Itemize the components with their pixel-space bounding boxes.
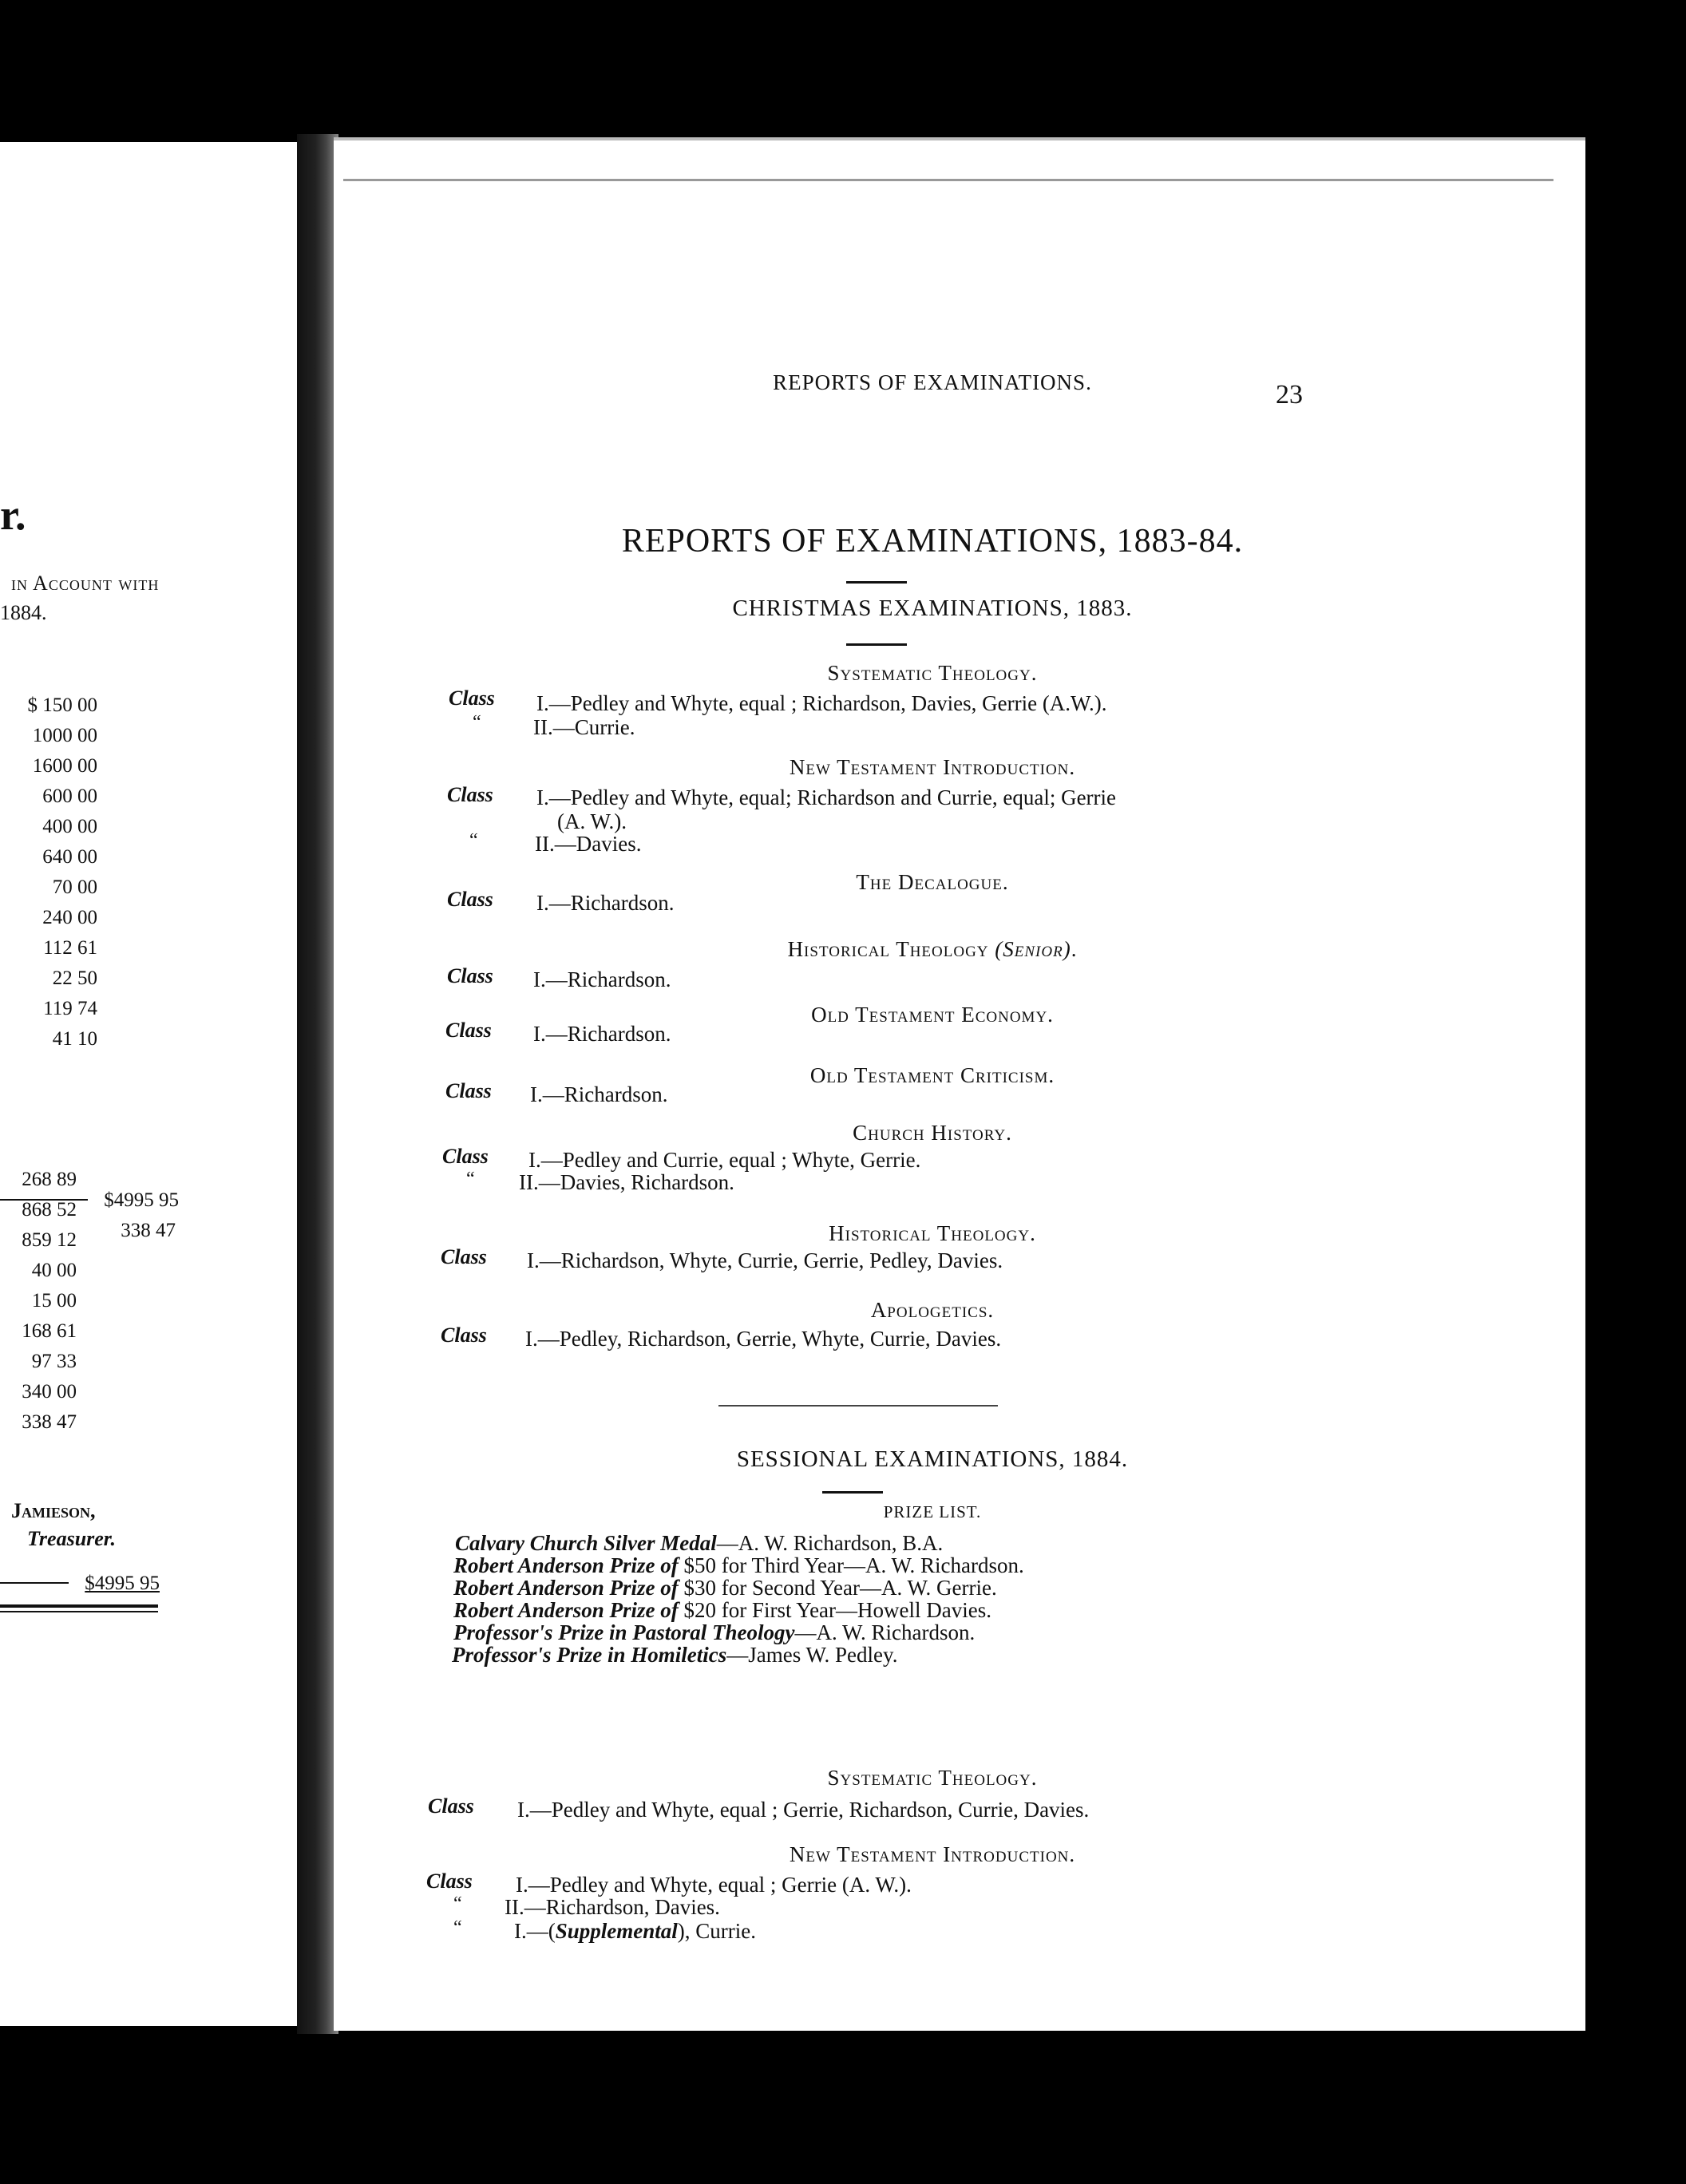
prize-entry: Calvary Church Silver Medal—A. W. Richardson, B.A. <box>455 1531 944 1555</box>
credit-amount: 168 61 <box>22 1320 77 1342</box>
credit-amount: 868 52 <box>22 1199 77 1221</box>
class-two-result: II.—Davies, Richardson. <box>519 1170 734 1194</box>
class-label: Class <box>447 964 493 987</box>
debit-amount: 22 50 <box>52 967 97 989</box>
section-rule <box>846 643 907 646</box>
debit-amount: 41 10 <box>52 1028 97 1050</box>
subject-historical-theology-senior: Historical Theology (Senior). <box>787 937 1078 961</box>
subject-decalogue: The Decalogue. <box>856 870 1009 894</box>
credit-amount: 40 00 <box>31 1260 77 1281</box>
credit-total: $4995 95 <box>85 1573 160 1594</box>
ditto-mark: “ <box>469 830 478 851</box>
debit-amount: 1000 00 <box>32 725 97 746</box>
debit-amount: 600 00 <box>42 785 97 807</box>
prize-list-heading: PRIZE LIST. <box>883 1502 982 1521</box>
book-spine <box>297 134 338 2034</box>
class-one-result: I.—Richardson. <box>533 1022 671 1046</box>
class-two-result: II.—Currie. <box>533 715 635 739</box>
left-page <box>0 142 302 2026</box>
class-label: Class <box>447 888 493 911</box>
account-heading: in Account with <box>11 572 160 595</box>
class-label: Class <box>426 1869 473 1893</box>
class-one-result: I.—Pedley and Currie, equal ; Whyte, Gerrie. <box>528 1148 921 1172</box>
debit-amount: 240 00 <box>42 907 97 928</box>
running-head: REPORTS OF EXAMINATIONS. <box>773 370 1092 394</box>
prize-entry: Robert Anderson Prize of $30 for Second Year—A. W. Gerrie. <box>453 1576 997 1600</box>
debit-amount: 400 00 <box>42 816 97 837</box>
credit-amount: 15 00 <box>31 1290 77 1312</box>
page-top-rule <box>343 179 1553 181</box>
subject-nt-introduction: New Testament Introduction. <box>789 755 1076 779</box>
debit-amount: $ 150 00 <box>27 694 97 716</box>
class-one-result: I.—Richardson, Whyte, Currie, Gerrie, Pedley, Davies. <box>527 1248 1003 1272</box>
page-number: 23 <box>1276 380 1303 410</box>
page-title: REPORTS OF EXAMINATIONS, 1883-84. <box>621 523 1244 560</box>
subject-systematic-theology: Systematic Theology. <box>827 661 1038 685</box>
subject-historical-theology: Historical Theology. <box>829 1221 1036 1245</box>
prize-entry: Robert Anderson Prize of $50 for Third Year—A. W. Richardson. <box>453 1553 1024 1577</box>
prize-entry: Professor's Prize in Pastoral Theology—A. W. Richardson. <box>453 1620 976 1644</box>
subject-nt-introduction: New Testament Introduction. <box>789 1842 1076 1866</box>
subject-ot-economy: Old Testament Economy. <box>811 1003 1054 1027</box>
class-label: Class <box>428 1794 474 1818</box>
class-label: Class <box>442 1145 489 1168</box>
class-one-result: I.—Pedley and Whyte, equal ; Gerrie (A. W.). <box>516 1873 912 1897</box>
class-one-result: I.—Pedley and Whyte, equal ; Richardson, Davies, Gerrie (A.W.). <box>536 691 1107 715</box>
account-year: 1884. <box>0 601 47 624</box>
subject-apologetics: Apologetics. <box>870 1298 995 1322</box>
class-label: Class <box>449 686 495 710</box>
sessional-heading: SESSIONAL EXAMINATIONS, 1884. <box>736 1446 1129 1472</box>
double-rule <box>0 1604 158 1608</box>
class-one-result: I.—Pedley, Richardson, Gerrie, Whyte, Currie, Davies. <box>525 1327 1002 1351</box>
class-label: Class <box>441 1323 487 1347</box>
credit-amount: 340 00 <box>22 1381 77 1403</box>
credit-amount: 859 12 <box>22 1229 77 1251</box>
class-one-result: I.—Richardson. <box>530 1082 668 1106</box>
class-one-result: I.—Richardson. <box>536 891 675 915</box>
ditto-mark: “ <box>453 1917 462 1938</box>
debit-amount: 119 74 <box>43 998 97 1019</box>
right-page <box>334 137 1585 2031</box>
ditto-mark: “ <box>453 1893 462 1914</box>
section-divider <box>718 1405 998 1407</box>
class-label: Class <box>447 783 493 806</box>
double-rule <box>0 1611 158 1612</box>
title-rule <box>846 581 907 584</box>
prize-entry: Robert Anderson Prize of $20 for First Year—Howell Davies. <box>453 1598 991 1622</box>
debit-total: $4995 95 <box>104 1189 179 1211</box>
prize-entry: Professor's Prize in Homiletics—James W. Pedley. <box>452 1643 898 1667</box>
class-one-result: I.—Pedley and Whyte, equal; Richardson and Currie, equal; Gerrie <box>536 785 1117 809</box>
credit-amount: 97 33 <box>31 1351 77 1372</box>
class-two-result: II.—Richardson, Davies. <box>505 1895 720 1919</box>
class-label: Class <box>441 1245 487 1268</box>
class-one-result: I.—Richardson. <box>533 967 671 991</box>
debit-amount: 112 61 <box>43 937 97 959</box>
total-rule <box>0 1582 69 1584</box>
cropped-heading-fragment: r. <box>0 491 26 539</box>
debit-amount: 70 00 <box>52 876 97 898</box>
balance-amount: 338 47 <box>121 1220 176 1241</box>
class-label: Class <box>445 1079 492 1102</box>
supplemental-result: I.—(Supplemental), Currie. <box>514 1919 756 1943</box>
credit-amount: 338 47 <box>22 1411 77 1433</box>
christmas-heading: CHRISTMAS EXAMINATIONS, 1883. <box>732 595 1133 621</box>
class-two-result: II.—Davies. <box>535 832 642 856</box>
debit-amount: 1600 00 <box>32 755 97 777</box>
class-one-result: I.—Pedley and Whyte, equal ; Gerrie, Richardson, Currie, Davies. <box>517 1798 1090 1822</box>
debit-amount: 640 00 <box>42 846 97 868</box>
subject-church-history: Church History. <box>853 1121 1012 1145</box>
treasurer-name: Jamieson, <box>11 1499 96 1522</box>
subject-systematic-theology: Systematic Theology. <box>827 1766 1038 1790</box>
credit-amount: 268 89 <box>22 1169 77 1190</box>
class-one-continuation: (A. W.). <box>557 809 627 833</box>
treasurer-title: Treasurer. <box>27 1527 116 1550</box>
subject-ot-criticism: Old Testament Criticism. <box>809 1063 1055 1087</box>
ditto-mark: “ <box>466 1169 475 1189</box>
class-label: Class <box>445 1019 492 1042</box>
ditto-mark: “ <box>473 712 481 733</box>
section-rule <box>822 1491 883 1494</box>
